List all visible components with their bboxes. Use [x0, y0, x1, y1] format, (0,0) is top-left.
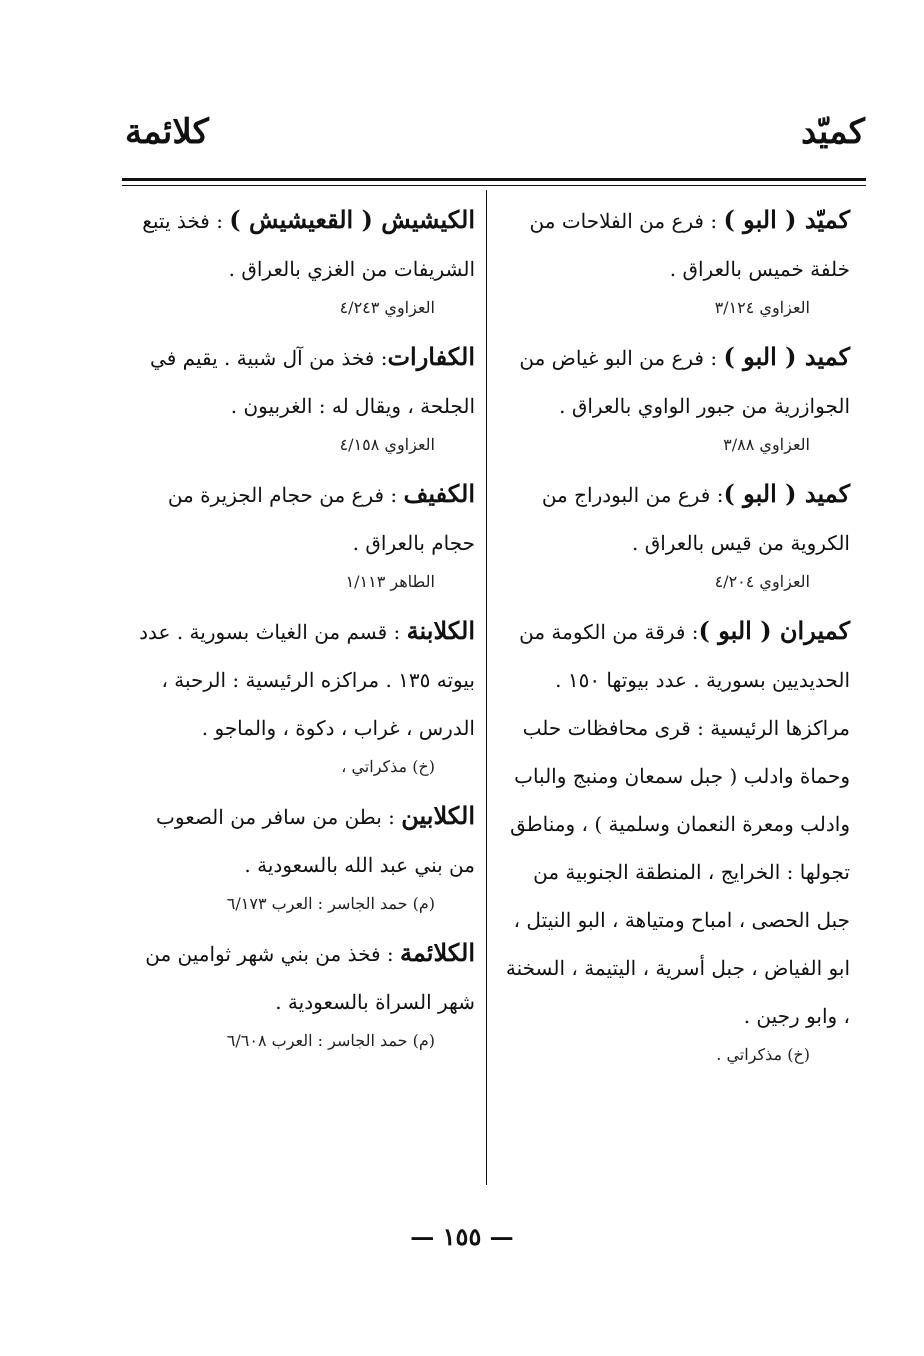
- header-rule-thick: [122, 178, 866, 181]
- page-number: — ١٥٥ —: [410, 1222, 514, 1251]
- entry-reference: (م) حمد الجاسر : العرب ٦/٦٠٨: [226, 1031, 435, 1050]
- entry-definition: : فرع من البودراج من الكروية من قيس بالعراق .: [541, 483, 850, 555]
- entry: [130, 470, 475, 597]
- entry-definition: : فخذ من آل شبية . يقيم في الجلحة ، ويقال له : الغربيون .: [150, 346, 475, 418]
- entry-headword: كميد ( البو ): [723, 342, 850, 371]
- entry-definition: : فرع من الفلاحات من خلفة خميس بالعراق .: [529, 209, 850, 281]
- left-column: [130, 196, 475, 1066]
- entry-headword: كميّد ( البو ): [723, 205, 850, 234]
- entry-reference: الطاهر ١/١١٣: [345, 572, 435, 591]
- entry: [130, 607, 475, 782]
- entry-text: [130, 929, 475, 1026]
- entry-headword: الكفيف: [403, 479, 475, 508]
- entry-text: [130, 196, 475, 293]
- guide-word-right: كميّد: [801, 112, 865, 152]
- entry-headword: الكيشيش ( القعيشيش ): [229, 205, 475, 234]
- page-header: [125, 112, 865, 172]
- entry-definition: : فخذ يتبع الشريفات من الغزي بالعراق .: [142, 209, 475, 281]
- header-rule-thin: [122, 185, 866, 186]
- entry: [505, 607, 850, 1070]
- entry-reference: العزاوي ٤/٢٠٤: [714, 572, 810, 591]
- entry: [130, 196, 475, 323]
- entry-text: [130, 792, 475, 889]
- entry-reference: العزاوي ٤/٢٤٣: [339, 298, 435, 317]
- entry-reference: (خ) مذكراتي .: [716, 1045, 810, 1064]
- entry: [505, 196, 850, 323]
- entry-text: [505, 607, 850, 1040]
- entry-definition: : بطن من سافر من الصعوب من بني عبد الله بالسعودية .: [156, 805, 475, 877]
- entry: [505, 470, 850, 597]
- entry-headword: الكفارات: [387, 342, 475, 371]
- entry-reference: العزاوي ٣/٨٨: [723, 435, 810, 454]
- entry: [505, 333, 850, 460]
- entry-definition: : فرقة من الكومة من الحديديين بسورية . عدد بيوتها ١٥٠ . مراكزها الرئيسية : قرى محافظات حلب وحماة وادلب ( جبل سمعان ومنبج والباب وادلب ومعرة النعمان وسلمية ) ، ومناطق تجولها : الخرايج ، المنطقة الجنوبية من جبل الحصى ، امباح ومتياهة ، البو النيتل ، ابو الفياض ، جبل أسرية ، اليتيمة ، السخنة ، وابو رجين .: [505, 620, 850, 1028]
- entry-reference: (م) حمد الجاسر : العرب ٦/١٧٣: [226, 894, 435, 913]
- entry-text: [130, 333, 475, 430]
- entry-headword: الكلابنة: [406, 616, 475, 645]
- entry-reference: العزاوي ٤/١٥٨: [339, 435, 435, 454]
- entry-text: [505, 333, 850, 430]
- entry-headword: كميران ( البو ): [698, 616, 850, 645]
- entry-headword: كميد ( البو ): [723, 479, 850, 508]
- entry-text: [130, 607, 475, 752]
- guide-word-left: كلائمة: [125, 112, 209, 152]
- entry-reference: (خ) مذكراتي ،: [341, 757, 435, 776]
- entry-definition: : فخذ من بني شهر ثوامين من شهر السراة بالسعودية .: [145, 942, 475, 1014]
- entry: [130, 333, 475, 460]
- right-column: [505, 196, 850, 1080]
- entry-headword: الكلائمة: [400, 938, 475, 967]
- entry-definition: : فرع من حجام الجزيرة من حجام بالعراق .: [167, 483, 475, 555]
- column-divider: [486, 190, 487, 1185]
- entry-text: [505, 196, 850, 293]
- entry-headword: الكلابين: [401, 801, 475, 830]
- entry-definition: : فرع من البو غياض من الجوازرية من جبور الواوي بالعراق .: [519, 346, 850, 418]
- entry-text: [130, 470, 475, 567]
- entry-definition: : قسم من الغياث بسورية . عدد بيوته ١٣٥ . مراكزه الرئيسية : الرحبة ، الدرس ، غراب ، دكوة ، والماجو .: [139, 620, 475, 740]
- entry: [130, 792, 475, 919]
- entry: [130, 929, 475, 1056]
- entry-reference: العزاوي ٣/١٢٤: [714, 298, 810, 317]
- entry-text: [505, 470, 850, 567]
